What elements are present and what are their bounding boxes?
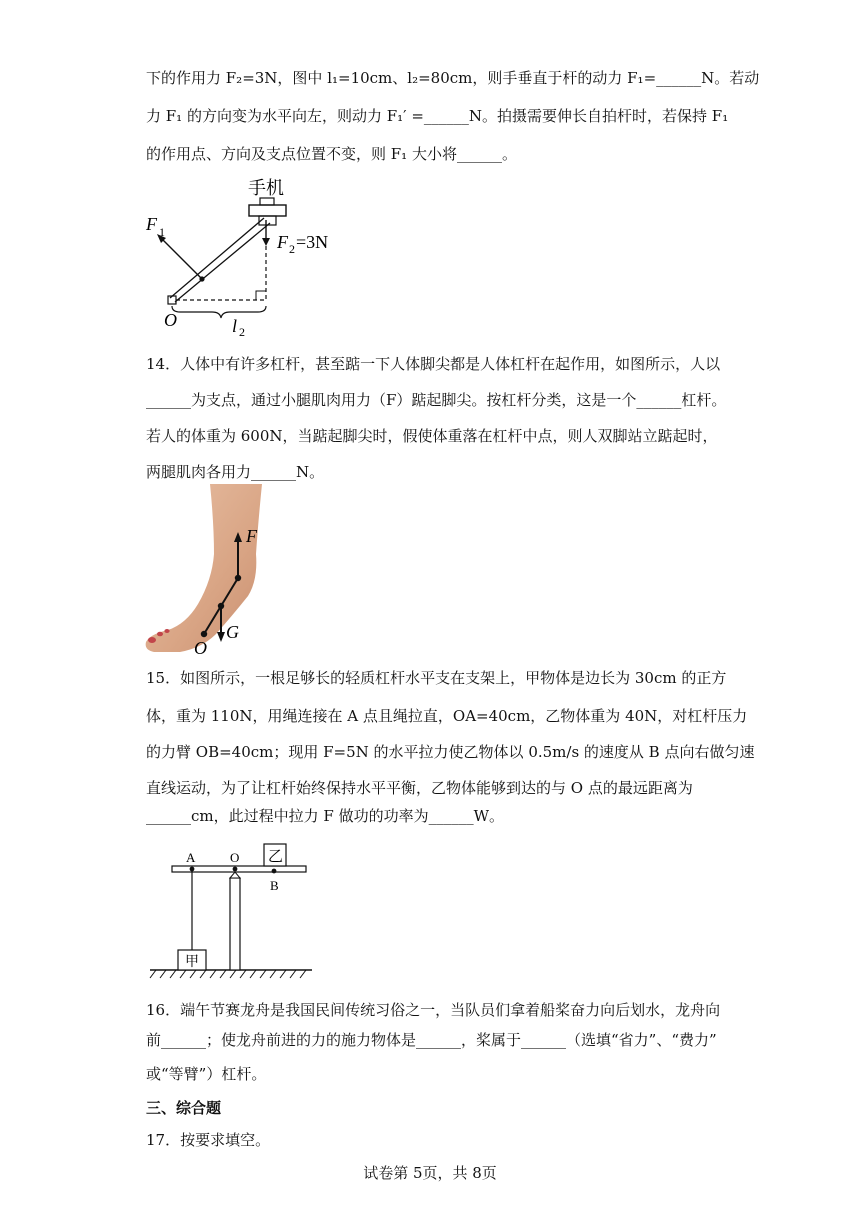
q15-text-line-2: 体，重为 110N，用绳连接在 A 点且绳拉直，OA=40cm，乙物体重为 40N，对杠杆压力 <box>146 707 748 725</box>
q14-foot-lever-figure <box>140 484 280 656</box>
point-a-label: A <box>186 850 196 865</box>
point-o-label: O <box>230 850 240 865</box>
q14-g-label: G <box>226 622 239 642</box>
q14-f-label: F <box>246 526 257 546</box>
q16-text-line-1: 16．端午节赛龙舟是我国民间传统习俗之一，当队员们拿着船桨奋力向后划水，龙舟向 <box>146 1001 721 1019</box>
q16-text-line-2: 前______；使龙舟前进的力的施力物体是______，桨属于______（选填“省力”、“费力” <box>146 1031 717 1049</box>
q14-text-line-1: 14．人体中有许多杠杆，甚至踮一下人体脚尖都是人体杠杆在起作用，如图所示，人以 <box>146 355 721 373</box>
q13-selfie-stick-figure <box>140 176 360 336</box>
q14-text-line-2: ______为支点，通过小腿肌肉用力（F）踮起脚尖。按杠杆分类，这是一个______杠杆。 <box>146 391 727 409</box>
pivot-o-label: O <box>164 310 177 330</box>
q16-text-line-3: 或“等臂”）杠杆。 <box>146 1065 267 1083</box>
f2-value: =3N <box>296 232 329 252</box>
q14-text-line-4: 两腿肌肉各用力______N。 <box>146 463 325 481</box>
f1-label: F <box>146 214 157 234</box>
q13-text-line-3: 的作用点、方向及支点位置不变，则 F₁ 大小将______。 <box>146 145 517 163</box>
q15-text-line-1: 15．如图所示，一根足够长的轻质杠杆水平支在支架上，甲物体是边长为 30cm 的正方 <box>146 669 727 687</box>
page-footer: 试卷第 5页，共 8页 <box>363 1164 497 1182</box>
point-b-label: B <box>270 878 279 893</box>
l2-label: l <box>232 316 238 336</box>
section-heading: 三、综合题 <box>146 1099 222 1117</box>
q13-text-line-1: 下的作用力 F₂=3N，图中 l₁=10cm、l₂=80cm，则手垂直于杆的动力 F₁=______N。若动 <box>146 69 760 87</box>
jia-block-label: 甲 <box>185 955 199 970</box>
q15-lever-stand-figure <box>148 838 318 980</box>
q13-text-line-2: 力 F₁ 的方向变为水平向左，则动力 F₁′ =______N。拍摄需要伸长自拍杆时，若保持 F₁ <box>146 107 729 125</box>
q14-o-label: O <box>194 638 207 656</box>
f1-subscript: 1 <box>159 225 165 239</box>
q14-text-line-3: 若人的体重为 600N，当踮起脚尖时，假使体重落在杠杆中点，则人双脚站立踮起时， <box>146 427 718 445</box>
l2-subscript: 2 <box>239 325 245 336</box>
q17-text: 17．按要求填空。 <box>146 1131 271 1149</box>
q15-text-line-5: ______cm，此过程中拉力 F 做功的功率为______W。 <box>146 807 504 825</box>
f2-subscript: 2 <box>289 242 295 256</box>
q15-text-line-3: 的力臂 OB=40cm；现用 F=5N 的水平拉力使乙物体以 0.5m/s 的速度从 B 点向右做匀速 <box>146 743 755 761</box>
q15-text-line-4: 直线运动，为了让杠杆始终保持水平平衡，乙物体能够到达的与 O 点的最远距离为 <box>146 779 693 797</box>
phone-label: 手机 <box>248 178 284 198</box>
yi-block-label: 乙 <box>268 849 284 865</box>
f2-label: F <box>277 232 288 252</box>
